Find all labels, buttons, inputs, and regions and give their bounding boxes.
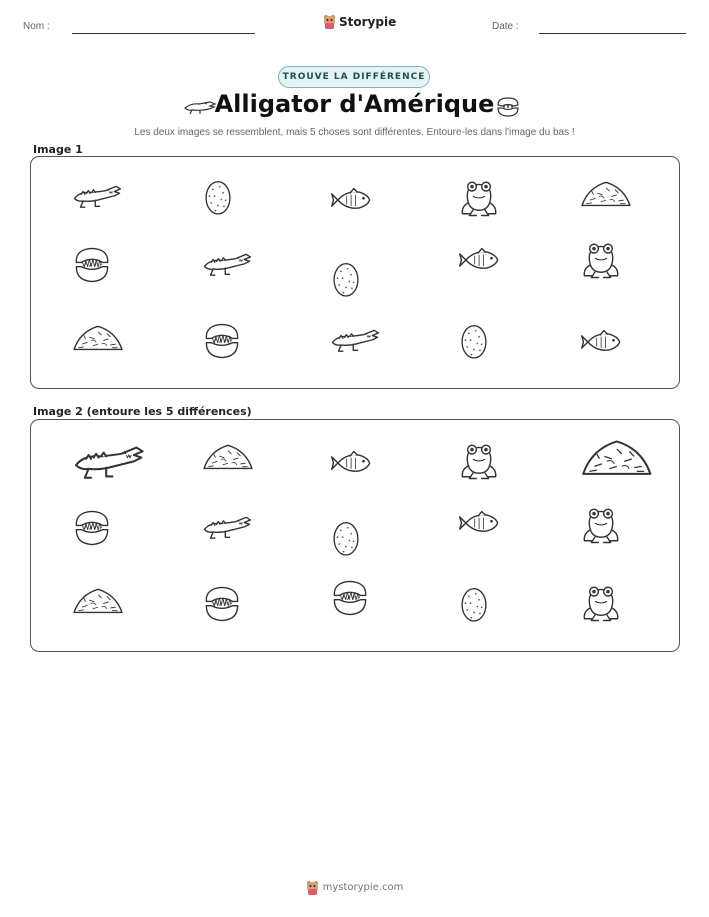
image-2-panel[interactable] <box>30 419 680 652</box>
nest-icon[interactable] <box>201 440 255 476</box>
instructions: Les deux images se ressemblent, mais 5 choses sont différentes. Entoure-les dans l'image du bas ! <box>134 127 575 138</box>
bear-mascot-icon <box>323 14 336 29</box>
date-line[interactable] <box>539 33 686 34</box>
jaws-icon[interactable] <box>71 508 113 552</box>
fish-icon <box>329 185 375 219</box>
jaws-icon <box>494 95 522 119</box>
bear-mascot-icon <box>306 880 319 895</box>
nest-icon <box>71 321 125 357</box>
frog-icon[interactable] <box>579 504 623 550</box>
panel-1-label: Image 1 <box>33 143 83 156</box>
fish-icon[interactable] <box>457 508 503 542</box>
nest-icon[interactable] <box>71 584 125 620</box>
egg-icon[interactable] <box>329 518 363 562</box>
image-1-panel <box>30 156 680 389</box>
panel-2-label: Image 2 (entoure les 5 différences) <box>33 405 252 418</box>
activity-badge: TROUVE LA DIFFÉRENCE <box>278 66 430 88</box>
jaws-icon <box>201 321 243 365</box>
fish-icon <box>457 245 503 279</box>
name-label: Nom : <box>23 21 50 32</box>
jaws-icon[interactable] <box>329 578 371 622</box>
nest-icon[interactable] <box>579 434 655 484</box>
egg-icon <box>201 177 235 221</box>
alligator-icon[interactable] <box>71 434 146 492</box>
name-line[interactable] <box>72 33 255 34</box>
brand-logo <box>323 14 396 29</box>
alligator-icon <box>201 245 253 285</box>
footer <box>0 880 709 895</box>
egg-icon <box>329 259 363 303</box>
brand-name: Storypie <box>339 14 397 29</box>
nest-icon <box>579 177 633 213</box>
frog-icon[interactable] <box>457 440 501 486</box>
date-label: Date : <box>492 21 519 32</box>
frog-icon[interactable] <box>579 582 623 628</box>
footer-url: mystorypie.com <box>322 882 404 893</box>
jaws-icon[interactable] <box>201 584 243 628</box>
jaws-icon <box>71 245 113 289</box>
alligator-icon[interactable] <box>201 508 253 548</box>
fish-icon[interactable] <box>329 448 375 482</box>
egg-icon <box>457 321 491 365</box>
alligator-icon <box>71 177 123 217</box>
alligator-icon <box>329 321 381 361</box>
frog-icon <box>457 177 501 223</box>
page-title: Alligator d'Amérique <box>214 90 495 118</box>
egg-icon[interactable] <box>457 584 491 628</box>
frog-icon <box>579 239 623 285</box>
fish-icon <box>579 327 625 361</box>
